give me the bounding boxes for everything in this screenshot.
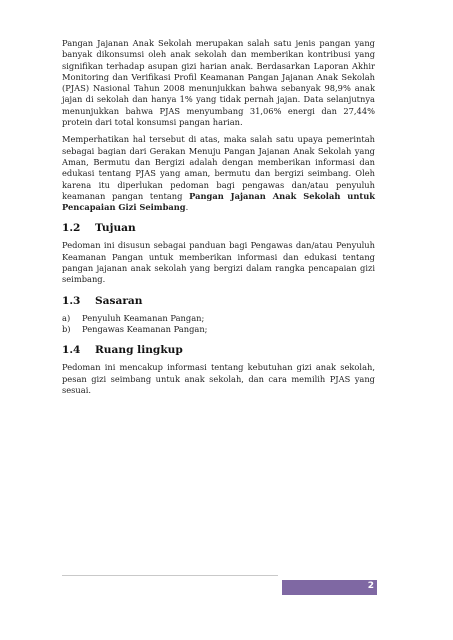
page-number: 2 [367, 581, 374, 591]
section-number: 1.2 [62, 222, 81, 235]
second-paragraph-end: . [185, 202, 189, 213]
list-item [62, 313, 375, 324]
section-number: 1.3 [62, 294, 81, 307]
list-item [62, 324, 375, 335]
list-item-text: Pengawas Keamanan Pangan; [82, 323, 208, 334]
tujuan-paragraph: Pedoman ini disusun sebagai panduan bagi Pengawas dan/atau Penyuluh Keamanan Pangan untuk memberikan informasi dan edukasi tentang pangan jajanan anak sekolah yang bergizi dalam rangka pencapaian gizi seimbang. [62, 240, 375, 285]
sasaran-list [62, 313, 375, 336]
section-heading-sasaran [62, 295, 375, 307]
second-paragraph-text: Memperhatikan hal tersebut di atas, maka salah satu upaya pemerintah sebagai bagian dari Gerakan Menuju Pangan Jajanan Anak Sekolah yang Aman, Bermutu dan Bergizi adalah dengan memberikan informasi dan edukasi tentang PJAS yang aman, bermutu dan bergizi seimbang. Oleh karena itu diperlukan pedoman bagi pengawas dan/atau penyuluh keamanan pangan tentang [62, 134, 375, 201]
section-number: 1.4 [62, 344, 81, 357]
second-paragraph-bold: Pangan Jajanan Anak Sekolah untuk Pencapaian Gizi Seimbang [62, 190, 375, 213]
section-heading-tujuan [62, 222, 375, 234]
section-title: Tujuan [95, 222, 136, 235]
footer-page-bar [282, 580, 377, 595]
section-title: Sasaran [95, 294, 143, 307]
intro-paragraph: Pangan Jajanan Anak Sekolah merupakan salah satu jenis pangan yang banyak dikonsumsi oleh anak sekolah dan memberikan kontribusi yang signifikan terhadap asupan gizi harian anak. Berdasarkan Laporan Akhir Monitoring dan Verifikasi Profil Keamanan Pangan Jajanan Anak Sekolah (PJAS) Nasional Tahun 2008 menunjukkan bahwa sebanyak 98,9% anak jajan di sekolah dan hanya 1% yang tidak pernah jajan. Data selanjutnya menunjukkan bahwa PJAS menyumbang 31,06% energi dan 27,44% protein dari total konsumsi pangan harian. [62, 38, 375, 128]
list-item-text: Penyuluh Keamanan Pangan; [82, 312, 205, 323]
second-paragraph [62, 134, 375, 213]
list-marker: b) [62, 323, 71, 334]
footer-divider [62, 575, 278, 576]
section-title: Ruang lingkup [95, 344, 183, 357]
page-content [62, 38, 375, 402]
ruang-lingkup-paragraph: Pedoman ini mencakup informasi tentang kebutuhan gizi anak sekolah, pesan gizi seimbang untuk anak sekolah, dan cara memilih PJAS yang sesuai. [62, 362, 375, 395]
list-marker: a) [62, 312, 71, 323]
section-heading-ruang-lingkup [62, 344, 375, 356]
